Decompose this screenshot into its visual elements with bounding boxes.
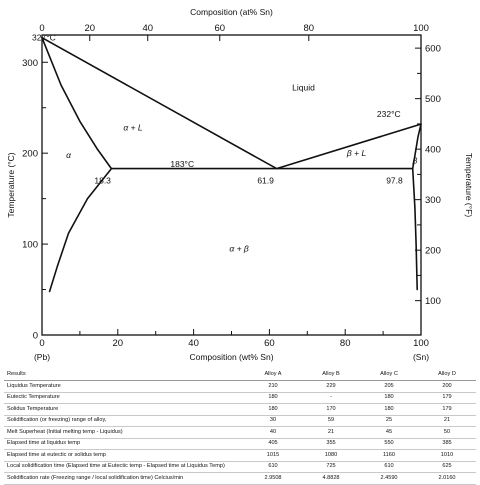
cell-alloy-a: 610 — [244, 461, 302, 472]
cell-alloy-c: 1160 — [360, 450, 418, 461]
bottom-end-label-pb: (Pb) — [33, 352, 51, 362]
table-row — [4, 404, 476, 415]
left-tick-label: 200 — [22, 148, 38, 160]
top-axis-title: Composition (at% Sn) — [190, 7, 273, 17]
row-label: Solidus Temperature — [4, 404, 244, 415]
annotation-greek: α + β — [229, 243, 249, 254]
cell-alloy-d: 50 — [418, 427, 476, 438]
curve-solvus-right — [413, 169, 418, 290]
header-results: Results — [4, 370, 244, 381]
results-table — [4, 370, 476, 485]
annotation-327-c: 327°C — [32, 32, 56, 43]
cell-alloy-b: 1080 — [302, 450, 360, 461]
table-row — [4, 427, 476, 438]
cell-alloy-b: 59 — [302, 415, 360, 426]
curve-liquidus-left — [42, 38, 277, 169]
cell-alloy-a: 210 — [244, 381, 302, 392]
cell-alloy-d: 200 — [418, 381, 476, 392]
cell-alloy-d: 21 — [418, 415, 476, 426]
cell-alloy-c: 610 — [360, 461, 418, 472]
cell-alloy-b: 4.8828 — [302, 473, 360, 484]
right-tick-label: 200 — [425, 245, 441, 257]
annotation-greek: α — [66, 150, 71, 160]
cell-alloy-a: 30 — [244, 415, 302, 426]
annotation-l: β + L — [346, 148, 367, 159]
annotation-l: α + L — [123, 122, 143, 133]
cell-alloy-d: 625 — [418, 461, 476, 472]
table-header-row — [4, 370, 476, 381]
row-label: Solidification rate (Freezing range / local solidification time) Celcius/min — [4, 473, 244, 484]
cell-alloy-b: 229 — [302, 381, 360, 392]
annotation-greek: β — [412, 155, 418, 166]
bottom-axis-title: Composition (wt% Sn) — [189, 352, 274, 362]
top-tick-label: 100 — [413, 23, 429, 34]
cell-alloy-a: 2.9508 — [244, 473, 302, 484]
curve-liquidus-right — [277, 124, 421, 169]
cell-alloy-c: 45 — [360, 427, 418, 438]
cell-alloy-a: 405 — [244, 438, 302, 449]
header-alloy-c: Alloy C — [360, 370, 418, 381]
row-label: Local solidification time (Elapsed time at Eutectic temp - Elapsed time at Liquidus Temp) — [4, 461, 244, 472]
row-label: Liquidus Temperature — [4, 381, 244, 392]
curve-solvus-left — [50, 169, 112, 292]
cell-alloy-b: 725 — [302, 461, 360, 472]
top-tick-label: 40 — [142, 23, 154, 34]
cell-alloy-d: 179 — [418, 392, 476, 403]
row-label: Eutectic Temperature — [4, 392, 244, 403]
bottom-tick-label: 20 — [112, 338, 124, 349]
row-label: Melt Superheat (Initial melting temp - Liquidus) — [4, 427, 244, 438]
row-label: Elapsed time at liquidus temp — [4, 438, 244, 449]
cell-alloy-d: 1010 — [418, 450, 476, 461]
cell-alloy-d: 2.0160 — [418, 473, 476, 484]
bottom-tick-label: 100 — [413, 338, 429, 349]
header-alloy-a: Alloy A — [244, 370, 302, 381]
bottom-tick-label: 40 — [188, 338, 199, 349]
cell-alloy-b: - — [302, 392, 360, 403]
header-alloy-d: Alloy D — [418, 370, 476, 381]
right-axis-title: Temperature (°F) — [464, 152, 474, 218]
cell-alloy-c: 180 — [360, 392, 418, 403]
cell-alloy-d: 179 — [418, 404, 476, 415]
bottom-tick-label: 80 — [339, 338, 351, 349]
left-tick-label: 0 — [32, 330, 38, 342]
row-label: Elapsed time at eutectic or solidus temp — [4, 450, 244, 461]
annotation-183-c: 183°C — [170, 159, 195, 170]
top-tick-label: 20 — [84, 23, 96, 34]
table-row — [4, 461, 476, 472]
annotation-liquid: Liquid — [292, 82, 315, 93]
cell-alloy-a: 180 — [244, 404, 302, 415]
top-tick-label: 80 — [303, 23, 315, 34]
right-tick-label: 100 — [425, 296, 441, 308]
left-axis-title: Temperature (°C) — [6, 152, 16, 218]
left-tick-label: 300 — [22, 57, 38, 69]
table-row — [4, 438, 476, 449]
cell-alloy-c: 2.4590 — [360, 473, 418, 484]
annotation-61-9: 61.9 — [257, 175, 274, 186]
right-tick-label: 300 — [425, 195, 441, 207]
table-row — [4, 392, 476, 403]
bottom-end-label-sn: (Sn) — [412, 352, 430, 362]
table-row — [4, 415, 476, 426]
right-tick-label: 500 — [425, 94, 441, 106]
left-tick-label: 100 — [22, 239, 38, 251]
cell-alloy-d: 385 — [418, 438, 476, 449]
cell-alloy-c: 205 — [360, 381, 418, 392]
table-row — [4, 450, 476, 461]
bottom-tick-label: 0 — [39, 338, 45, 349]
cell-alloy-b: 170 — [302, 404, 360, 415]
top-tick-label: 0 — [39, 23, 45, 34]
annotation-232-c: 232°C — [376, 109, 401, 120]
header-alloy-b: Alloy B — [302, 370, 360, 381]
cell-alloy-b: 355 — [302, 438, 360, 449]
cell-alloy-c: 25 — [360, 415, 418, 426]
cell-alloy-b: 21 — [302, 427, 360, 438]
row-label: Solidification (or freezing) range of alloy, — [4, 415, 244, 426]
right-tick-label: 600 — [425, 43, 441, 55]
cell-alloy-a: 180 — [244, 392, 302, 403]
cell-alloy-c: 550 — [360, 438, 418, 449]
top-tick-label: 60 — [214, 23, 226, 34]
bottom-tick-label: 60 — [264, 338, 275, 349]
cell-alloy-a: 1015 — [244, 450, 302, 461]
table-row — [4, 381, 476, 392]
cell-alloy-a: 40 — [244, 427, 302, 438]
annotation-18-3: 18.3 — [94, 175, 111, 186]
annotation-97-8: 97.8 — [386, 175, 403, 186]
cell-alloy-c: 180 — [360, 404, 418, 415]
right-tick-label: 400 — [425, 144, 441, 156]
